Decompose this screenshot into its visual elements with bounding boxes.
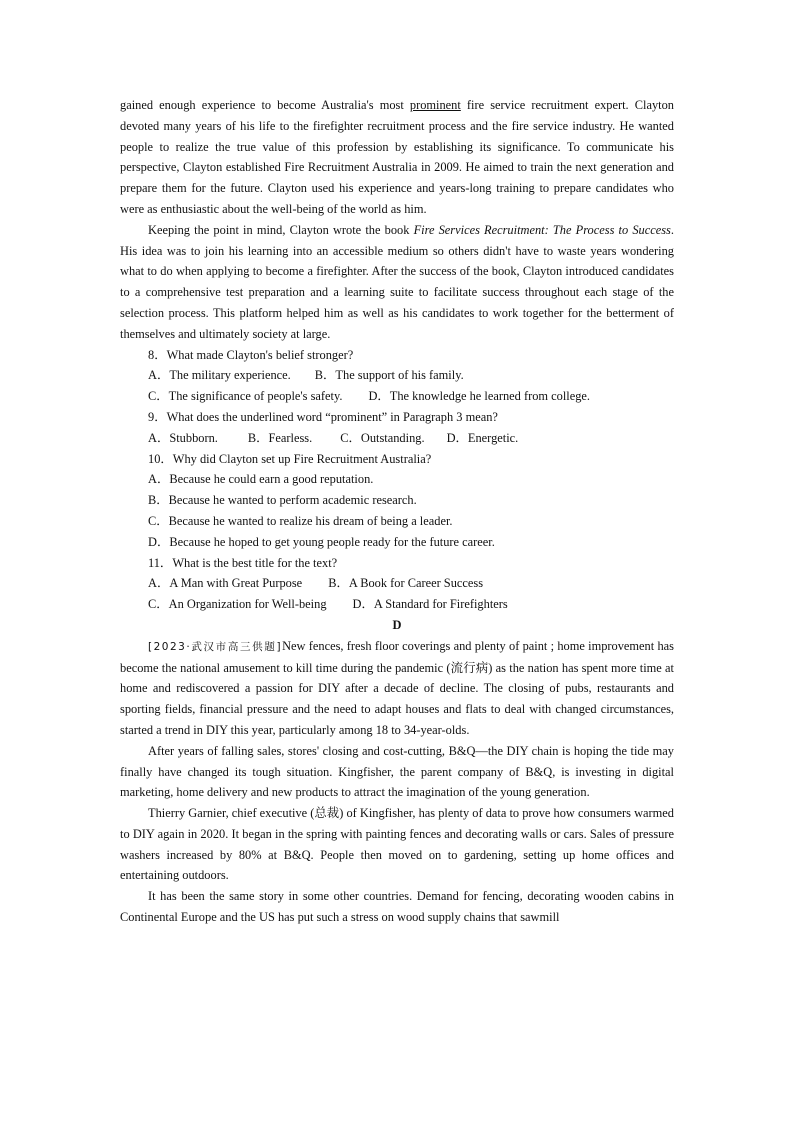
p1-text: New fences, fresh floor coverings and plenty of paint ; home improvement has become the national amusement to kill time during the pandemic (流行病) as the nation has spent more time at home and rediscovered a passion for DIY after a decade of decline. The closing of pubs, restaurants and sporting fields, financial pressure and the need to adapt houses and flats to deal with changed circumstances, started a trend in DIY this year, particularly among 18 to 34-year-olds. bbox=[120, 638, 674, 737]
passage-d-paragraph-1 bbox=[120, 636, 674, 741]
passage-d-paragraph-3: Thierry Garnier, chief executive (总裁) of Kingfisher, has plenty of data to prove how consumers warmed to DIY again in 2020. It began in the spring with painting fences and decorating walls or cars. Sales of pressure washers increased by 80% at B&Q. People then moved on to gardening, setting up home offices and entertaining outdoors. bbox=[120, 806, 674, 883]
q9-option-b[interactable]: B．Fearless. bbox=[247, 430, 313, 445]
q10-option-d[interactable]: D．Because he hoped to get young people ready for the future career. bbox=[148, 534, 495, 549]
q11-option-c[interactable]: C．An Organization for Well-being bbox=[148, 597, 327, 612]
book-title: Fire Services Recruitment: The Process to Success bbox=[413, 222, 671, 237]
document-page bbox=[120, 95, 674, 928]
passage-c-paragraph-4 bbox=[120, 220, 674, 345]
q8-option-d[interactable]: D．The knowledge he learned from college. bbox=[368, 389, 591, 404]
q11-option-b[interactable]: B．A Book for Career Success bbox=[328, 576, 484, 591]
q9-option-c[interactable]: C．Outstanding. bbox=[340, 430, 425, 445]
source-tag: [2023·武汉市高三供题] bbox=[148, 640, 283, 653]
q8-option-c[interactable]: C．The significance of people's safety. bbox=[148, 389, 343, 404]
passage-d-paragraph-4: It has been the same story in some other countries. Demand for fencing, decorating wooden cabins in Continental Europe and the US has put such a stress on wood supply chains that sawmill bbox=[120, 889, 674, 925]
q8-option-b[interactable]: B．The support of his family. bbox=[314, 368, 464, 383]
q10-option-a[interactable]: A．Because he could earn a good reputation. bbox=[148, 472, 374, 487]
question-10-stem: 10．Why did Clayton set up Fire Recruitment Australia? bbox=[148, 451, 432, 466]
q11-option-a[interactable]: A．A Man with Great Purpose bbox=[148, 576, 303, 591]
q9-option-d[interactable]: D．Energetic. bbox=[446, 430, 519, 445]
q8-option-a[interactable]: A．The military experience. bbox=[148, 368, 291, 383]
question-9-stem: 9．What does the underlined word “prominent” in Paragraph 3 mean? bbox=[148, 409, 498, 424]
question-8-options-row-1 bbox=[120, 365, 674, 386]
passage-c-paragraph-3 bbox=[120, 95, 674, 220]
passage-d-heading: D bbox=[392, 617, 402, 632]
question-11-stem: 11．What is the best title for the text? bbox=[148, 555, 338, 570]
p4-text-end: . His idea was to join his learning into an accessible medium so others didn't have to waste years wondering what to do when applying to become a firefighter. After the success of the book, Clayton introduced candidates to a comprehensive test preparation and a learning suite to facilitate success throughout each stage of the selection process. This platform helped him as well as his candidates to work together for the betterment of themselves and ultimately society at large. bbox=[120, 222, 674, 341]
question-8-stem: 8．What made Clayton's belief stronger? bbox=[148, 347, 354, 362]
q9-option-a[interactable]: A．Stubborn. bbox=[148, 430, 218, 445]
passage-d-paragraph-2: After years of falling sales, stores' closing and cost-cutting, B&Q—the DIY chain is hoping the tide may finally have changed its tough situation. Kingfisher, the parent company of B&Q, is investing in digital marketing, home delivery and new products to attract the imagination of the young generation. bbox=[120, 743, 674, 800]
q10-option-c[interactable]: C．Because he wanted to realize his dream of being a leader. bbox=[148, 513, 453, 528]
question-11-options-row-1 bbox=[120, 573, 674, 594]
question-11-options-row-2 bbox=[120, 594, 674, 615]
question-8-options-row-2 bbox=[120, 386, 674, 407]
p3-text-end: fire service recruitment expert. Clayton devoted many years of his life to the firefighter recruitment process and the fire service industry. He wanted people to realize the true value of this profession by establishing its significance. To communicate his perspective, Clayton established Fire Recruitment Australia in 2009. He aimed to train the next generation and prepare them for the future. Clayton used his experience and years-long training to prepare candidates who were as enthusiastic about the well-being of the world as him. bbox=[120, 98, 674, 216]
p3-text-start: gained enough experience to become Australia's most bbox=[120, 98, 410, 112]
q11-option-d[interactable]: D．A Standard for Firefighters bbox=[352, 597, 508, 612]
question-9-options bbox=[120, 428, 674, 449]
p4-text-start: Keeping the point in mind, Clayton wrote the book bbox=[148, 222, 414, 237]
underlined-word-prominent: prominent bbox=[409, 98, 461, 112]
q10-option-b[interactable]: B．Because he wanted to perform academic research. bbox=[148, 493, 417, 508]
